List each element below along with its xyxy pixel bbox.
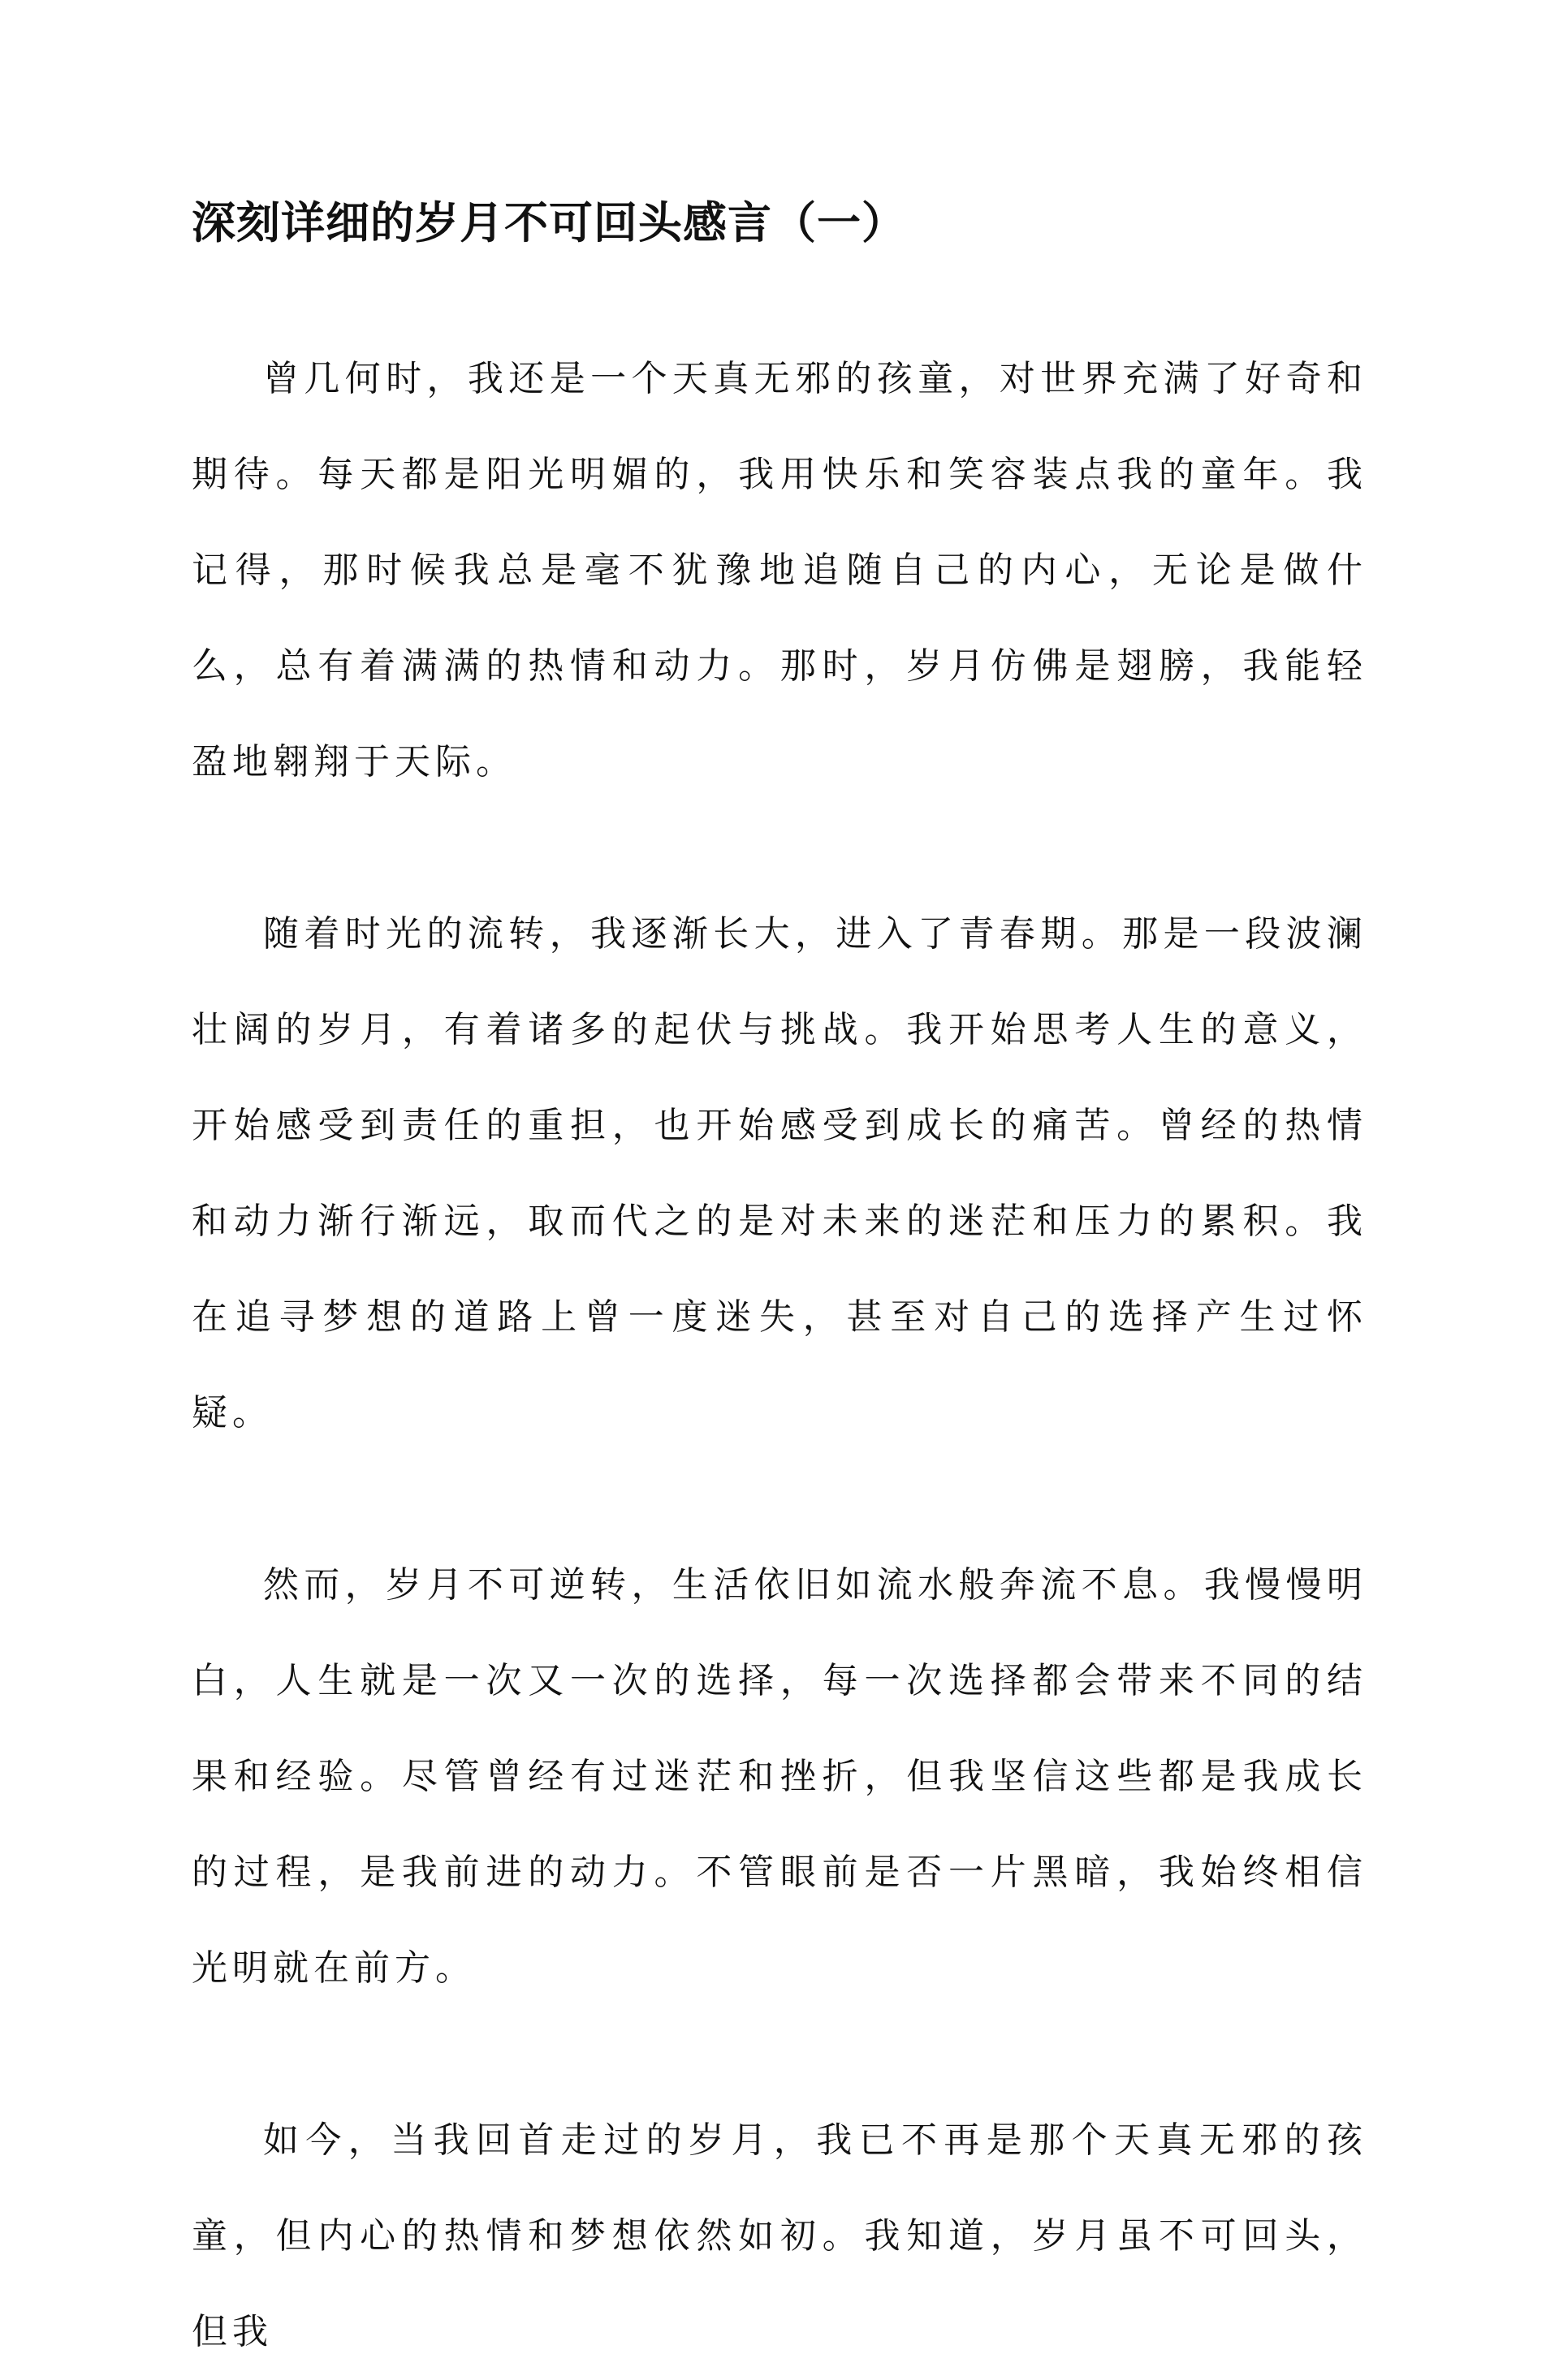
paragraph: 如今，当我回首走过的岁月，我已不再是那个天真无邪的孩童，但内心的热情和梦想依然如初。我知道，岁月虽不可回头，但我 [192,2119,1367,2352]
paragraph: 随着时光的流转，我逐渐长大，进入了青春期。那是一段波澜壮阔的岁月，有着诸多的起伏与挑战。我开始思考人生的意义，开始感受到责任的重担，也开始感受到成长的痛苦。曾经的热情和动力渐行渐远，取而代之的是对未来的迷茫和压力的累积。我在追寻梦想的道路上曾一度迷失，甚至对自己的选择产生过怀疑。 [192,913,1367,1434]
document-title: 深刻详细的岁月不可回头感言（一） [192,196,906,248]
paragraph: 曾几何时，我还是一个天真无邪的孩童，对世界充满了好奇和期待。每天都是阳光明媚的，我用快乐和笑容装点我的童年。我记得，那时候我总是毫不犹豫地追随自己的内心，无论是做什么，总有着满满的热情和动力。那时，岁月仿佛是翅膀，我能轻盈地翱翔于天际。 [192,358,1367,783]
document-body [192,331,1367,2380]
paragraph: 然而，岁月不可逆转，生活依旧如流水般奔流不息。我慢慢明白，人生就是一次又一次的选择，每一次选择都会带来不同的结果和经验。尽管曾经有过迷茫和挫折，但我坚信这些都是我成长的过程，是我前进的动力。不管眼前是否一片黑暗，我始终相信光明就在前方。 [192,1564,1367,1989]
